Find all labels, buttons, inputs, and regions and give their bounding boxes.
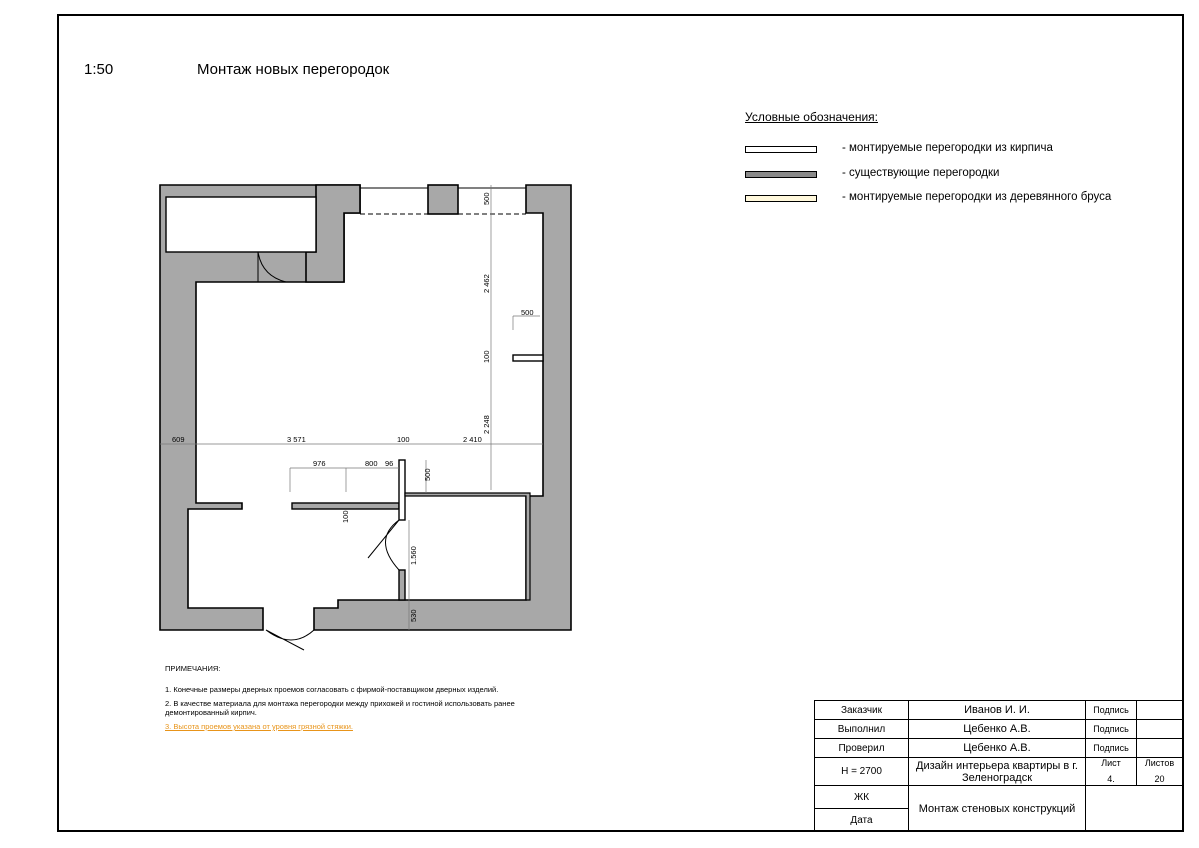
sign-cell [1137,701,1183,720]
partition-right-stub [513,355,543,361]
wall-pier [428,185,458,214]
dim-3571: 3 571 [287,435,306,444]
door-swing-bath [368,520,399,570]
partition-corridor [292,503,399,509]
note-item-highlight[interactable]: 3. Высота проемов указана от уровня грязной стяжки. [165,722,353,731]
project-name: Дизайн интерьера квартиры в г. Зеленоградск [909,758,1086,786]
sign-label: Подпись [1086,739,1137,758]
dim-100-a: 100 [397,435,410,444]
legend-title: Условные обозначения: [745,110,878,124]
dim-96: 96 [385,459,394,468]
customer-value: Иванов И. И. [909,701,1086,720]
dim-500-right: 500 [521,308,534,317]
sheet-label: Лист [1101,758,1121,768]
note-item: 2. В качестве материала для монтажа перегородки между прихожей и гостиной использовать ранее демонтированный кирпич. [165,699,515,717]
dim-609: 609 [172,435,185,444]
wall-room-box [166,197,316,252]
door-swing-entry [266,630,314,650]
title-block [814,700,1183,832]
drawing-name: Монтаж стеновых конструкций [909,786,1086,832]
partition-vertical [399,460,405,520]
partition-bath [405,493,530,600]
drawing-title: Монтаж новых перегородок [197,61,390,78]
checker-label: Проверил [815,739,909,758]
dim-1560: 1.560 [409,546,418,565]
empty-cell [1086,786,1183,832]
dim-100-right: 100 [482,350,491,363]
sign-cell [1137,739,1183,758]
complex-label: ЖК [815,786,909,809]
dim-800: 800 [365,459,378,468]
performer-value: Цебенко А.В. [909,720,1086,739]
sign-label: Подпись [1086,720,1137,739]
date-label: Дата [815,809,909,832]
sign-label: Подпись [1086,701,1137,720]
customer-label: Заказчик [815,701,909,720]
sheets-label: Листов [1144,758,1175,768]
partition-low [399,570,405,600]
sheets-cell [1137,758,1183,786]
checker-value: Цебенко А.В. [909,739,1086,758]
drawing-scale: 1:50 [84,61,114,78]
dim-100-left: 100 [341,510,350,523]
dim-976: 976 [313,459,326,468]
notes-block [165,664,545,736]
dim-2462: 2 462 [482,274,491,293]
sheets-number: 20 [1154,774,1165,784]
performer-label: Выполнил [815,720,909,739]
sheet-number: 4. [1107,774,1115,784]
dim-2248: 2 248 [482,415,491,434]
dim-2410: 2 410 [463,435,482,444]
note-item: 1. Конечные размеры дверных проемов согласовать с фирмой-поставщиком дверных изделий. [165,685,499,694]
wall-bottom [314,185,571,630]
height-value: H = 2700 [815,758,909,786]
dim-500-mid: 500 [423,468,432,481]
notes-heading: ПРИМЕЧАНИЯ: [165,664,221,673]
sign-cell [1137,720,1183,739]
dim-530: 530 [409,609,418,622]
dim-500-top: 500 [482,192,491,205]
sheet-cell [1086,758,1137,786]
